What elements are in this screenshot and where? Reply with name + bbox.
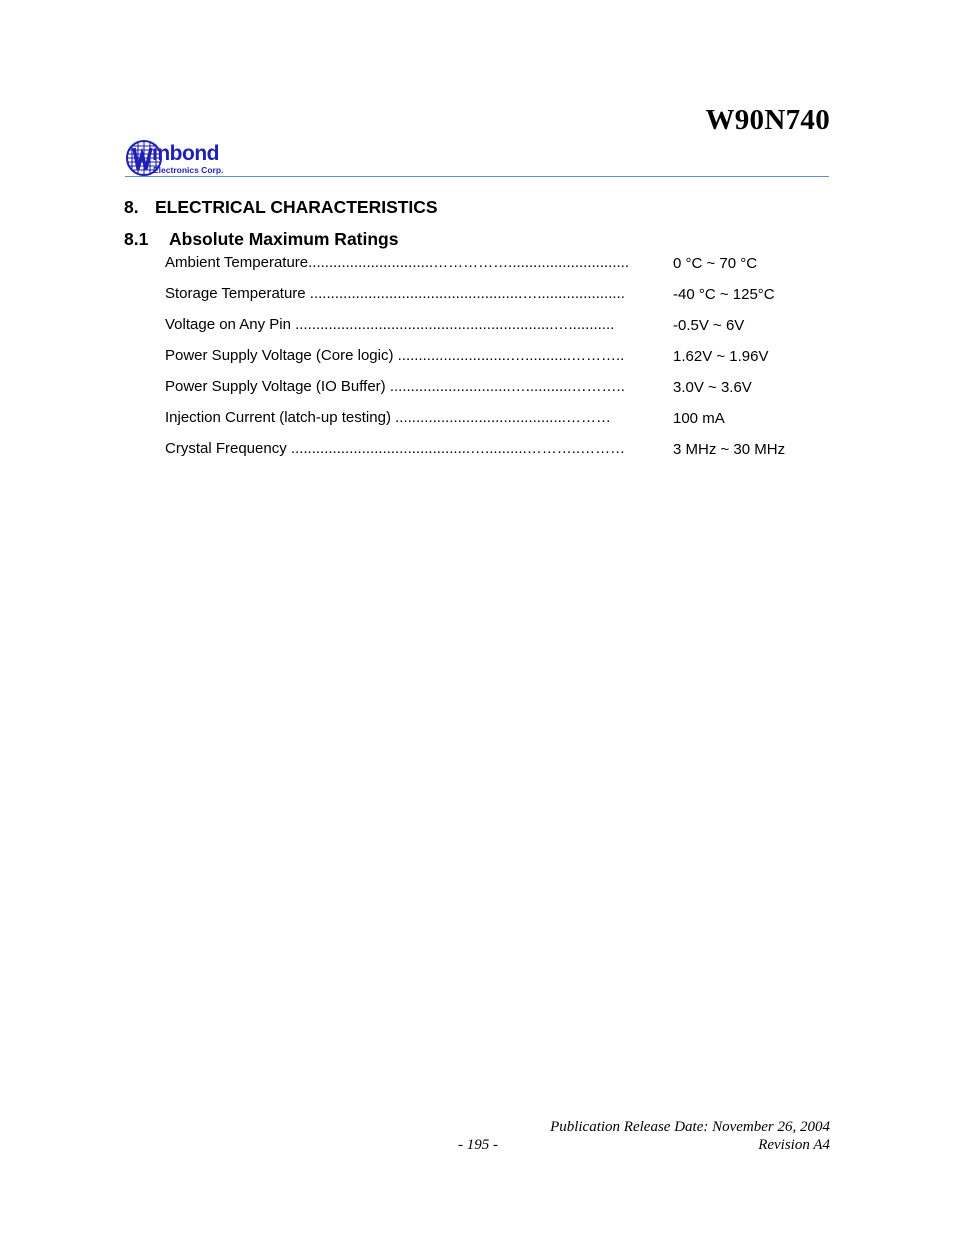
rating-row [165, 254, 825, 274]
page-number: - 195 - [458, 1137, 498, 1153]
rating-value: -40 °C ~ 125°C [673, 286, 775, 303]
rating-label: Power Supply Voltage (Core logic) ...........................…...........……….. [165, 347, 625, 364]
logo-wordmark: inbond [152, 142, 219, 165]
subsection-title: Absolute Maximum Ratings [169, 229, 399, 249]
rating-value: 0 °C ~ 70 °C [673, 255, 758, 272]
section-heading [124, 197, 438, 218]
header-divider [125, 176, 829, 177]
rating-value: 1.62V ~ 1.96V [673, 348, 769, 365]
rating-label: Storage Temperature ...................................................…..................... [165, 285, 625, 302]
rating-value: 3.0V ~ 3.6V [673, 379, 752, 396]
rating-label: Crystal Frequency ...........................................…..........………..……… [165, 440, 626, 457]
rating-label: Power Supply Voltage (IO Buffer) .............................…...........……….. [165, 378, 625, 395]
winbond-logo [126, 139, 266, 177]
rating-label: Voltage on Any Pin ..............................................................…........... [165, 316, 615, 333]
publication-release-date: Publication Release Date: November 26, 2004 [550, 1119, 830, 1135]
section-number: 8. [124, 197, 139, 217]
rating-row [165, 378, 825, 398]
rating-row [165, 285, 825, 305]
revision-label: Revision A4 [758, 1137, 830, 1153]
part-number-title: W90N740 [705, 104, 830, 136]
rating-row [165, 409, 825, 429]
rating-value: -0.5V ~ 6V [673, 317, 745, 334]
subsection-heading [124, 229, 398, 250]
section-title: ELECTRICAL CHARACTERISTICS [155, 197, 438, 217]
rating-row [165, 347, 825, 367]
rating-label: Injection Current (latch-up testing) .........................................……… [165, 409, 611, 426]
rating-label: Ambient Temperature..............................……………............................. [165, 254, 630, 271]
rating-row [165, 316, 825, 336]
rating-value: 100 mA [673, 410, 725, 427]
rating-value: 3 MHz ~ 30 MHz [673, 441, 786, 458]
rating-row [165, 440, 825, 460]
subsection-number: 8.1 [124, 229, 149, 249]
logo-tagline: Electronics Corp. [153, 165, 224, 175]
